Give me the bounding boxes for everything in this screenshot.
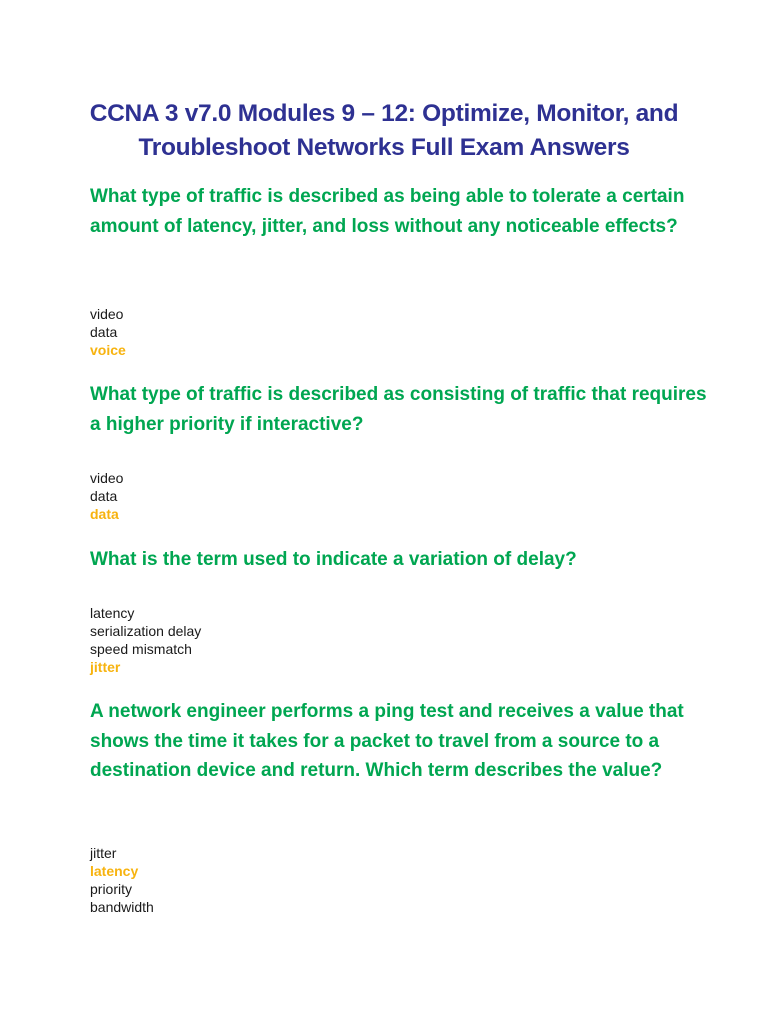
option-3-b: serialization delay: [90, 623, 202, 639]
options-list-2: [90, 469, 123, 523]
option-1-a: video: [90, 306, 124, 322]
page-title: CCNA 3 v7.0 Modules 9 – 12: Optimize, Monitor, and Troubleshoot Networks Full Exam Answers: [89, 100, 679, 161]
question-1: What type of traffic is described as being able to tolerate a certain amount of latency, jitter, and loss without any noticeable effects?: [90, 186, 685, 237]
option-4-a: jitter: [90, 845, 117, 861]
option-4-c: bandwidth: [90, 899, 154, 915]
option-4-b: priority: [90, 881, 133, 897]
option-2-b: data: [90, 488, 118, 504]
answer-4: latency: [90, 863, 139, 879]
option-2-a: video: [90, 470, 124, 486]
option-3-c: speed mismatch: [90, 641, 192, 657]
answer-1: voice: [90, 342, 126, 358]
option-3-a: latency: [90, 605, 135, 621]
question-3: What is the term used to indicate a variation of delay?: [90, 549, 577, 570]
question-2: What type of traffic is described as consisting of traffic that requires a higher priority if interactive?: [90, 384, 707, 435]
answer-3: jitter: [90, 659, 121, 675]
options-list-4: [90, 844, 154, 916]
question-4: A network engineer performs a ping test and receives a value that shows the time it takes for a packet to travel from a source to a destination device and return. Which term describes the value?: [90, 701, 684, 781]
options-list-3: [90, 604, 201, 676]
options-list-1: [90, 305, 126, 359]
answer-2: data: [90, 506, 119, 522]
option-1-b: data: [90, 324, 118, 340]
